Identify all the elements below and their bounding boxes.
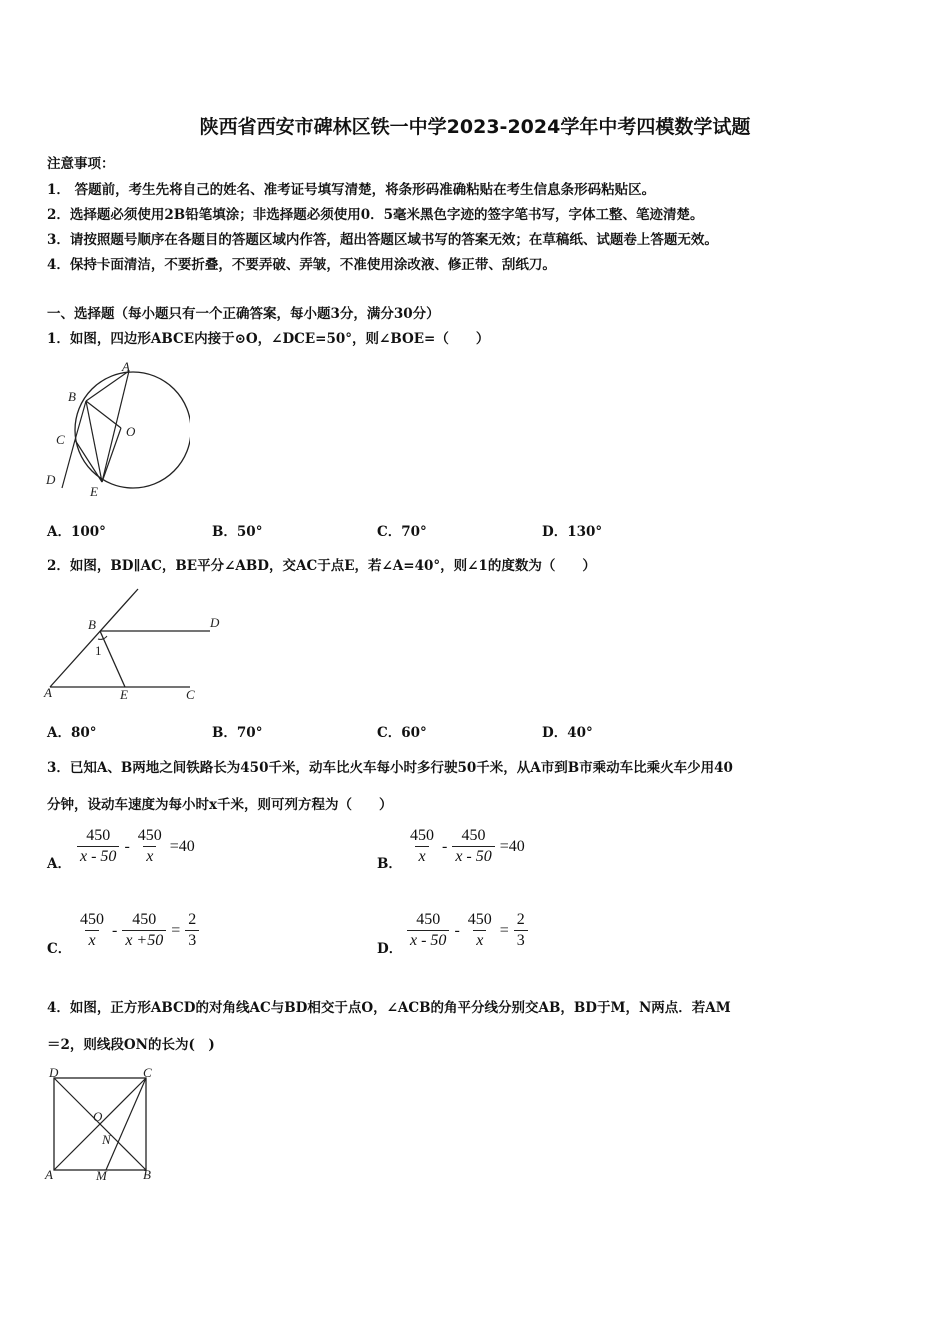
q4-label-a: A bbox=[45, 1167, 53, 1182]
question-1-text: 1．如图，四边形ABCE内接于⊙O，∠DCE=50°，则∠BOE=（ ） bbox=[47, 331, 490, 347]
minus-sign: - bbox=[442, 837, 448, 855]
rhs: =40 bbox=[169, 837, 195, 855]
page-title: 陕西省西安市碑林区铁一中学2023-2024学年中考四模数学试题 bbox=[199, 116, 751, 138]
q2-option-d[interactable]: D．40° bbox=[542, 725, 593, 741]
frac-numerator: 450 bbox=[137, 827, 162, 844]
q4-label-o: O bbox=[93, 1109, 103, 1124]
q4-label-d: D bbox=[49, 1068, 59, 1080]
q2-label-a: A bbox=[44, 685, 52, 700]
notes-heading: 注意事项： bbox=[47, 156, 115, 172]
minus-sign: - bbox=[454, 921, 460, 939]
q2-option-a[interactable]: A．80° bbox=[47, 725, 97, 741]
q1-option-b[interactable]: B．50° bbox=[212, 524, 263, 540]
frac-numerator: 450 bbox=[80, 911, 104, 928]
frac-numerator: 450 bbox=[467, 911, 492, 928]
minus-sign: - bbox=[112, 921, 118, 939]
frac-denominator: x bbox=[143, 846, 156, 867]
q1-label-d: D bbox=[46, 472, 56, 487]
frac-numerator: 450 bbox=[461, 827, 486, 844]
frac-denominator: x bbox=[85, 930, 98, 951]
q4-label-m: M bbox=[96, 1168, 107, 1183]
q1-option-c[interactable]: C．70° bbox=[377, 524, 427, 540]
question-3-line1: 3．已知A、B两地之间铁路长为450千米，动车比火车每小时多行驶50千米，从A市到B市乘动车比乘火车少用40 bbox=[47, 760, 733, 776]
equals-sign: = bbox=[499, 921, 509, 939]
q4-square-figure bbox=[40, 1068, 165, 1183]
frac-numerator: 450 bbox=[86, 827, 111, 844]
frac-denominator: x bbox=[415, 846, 428, 867]
q3-option-d-equation[interactable] bbox=[404, 910, 531, 951]
q1-label-e: E bbox=[90, 484, 98, 499]
frac-numerator: 2 bbox=[188, 911, 197, 928]
q3-option-c-label[interactable]: C． bbox=[47, 941, 72, 957]
q1-option-a[interactable]: A．100° bbox=[47, 524, 106, 540]
frac-numerator: 450 bbox=[410, 827, 434, 844]
section-heading: 一、选择题（每小题只有一个正确答案，每小题3分，满分30分） bbox=[47, 306, 440, 322]
frac-denominator: x - 50 bbox=[407, 930, 449, 951]
q2-label-c: C bbox=[186, 687, 195, 702]
frac-denominator: 3 bbox=[514, 930, 528, 951]
q4-label-b: B bbox=[143, 1167, 151, 1182]
q1-label-o: O bbox=[126, 424, 136, 439]
q1-label-a: A bbox=[122, 359, 130, 374]
question-4-line1: 4．如图，正方形ABCD的对角线AC与BD相交于点O，∠ACB的角平分线分别交AB，BD于M，N两点．若AM bbox=[47, 1000, 731, 1016]
note-item-4: 4．保持卡面清洁，不要折叠，不要弄破、弄皱，不准使用涂改液、修正带、刮纸刀。 bbox=[47, 257, 556, 273]
q2-label-d: D bbox=[210, 615, 220, 630]
frac-denominator: 3 bbox=[185, 930, 199, 951]
q2-label-1: 1 bbox=[95, 643, 102, 658]
question-3-line2: 分钟，设动车速度为每小时x千米，则可列方程为（ ） bbox=[47, 797, 393, 813]
q1-circle-figure bbox=[40, 358, 190, 503]
q3-option-b-label[interactable]: B． bbox=[377, 856, 402, 872]
q3-option-d-label[interactable]: D． bbox=[377, 941, 403, 957]
equals-sign: = bbox=[171, 921, 181, 939]
q4-label-c: C bbox=[143, 1068, 152, 1080]
q1-option-d[interactable]: D．130° bbox=[542, 524, 603, 540]
q4-label-n: N bbox=[102, 1132, 111, 1147]
rhs: =40 bbox=[499, 837, 525, 855]
q2-parallel-figure bbox=[40, 585, 235, 707]
q2-label-e: E bbox=[120, 687, 128, 702]
minus-sign: - bbox=[124, 837, 130, 855]
frac-denominator: x bbox=[473, 930, 486, 951]
frac-denominator: x - 50 bbox=[77, 846, 119, 867]
q3-option-a-label[interactable]: A． bbox=[47, 856, 71, 872]
frac-numerator: 450 bbox=[132, 911, 157, 928]
question-4-line2: ＝2，则线段ON的长为( ) bbox=[47, 1037, 215, 1053]
note-item-3: 3．请按照题号顺序在各题目的答题区域内作答，超出答题区域书写的答案无效；在草稿纸、试题卷上答题无效。 bbox=[47, 232, 718, 248]
frac-denominator: x +50 bbox=[122, 930, 166, 951]
note-item-1: 1． 答题前，考生先将自己的姓名、准考证号填写清楚，将条形码准确粘贴在考生信息条形码粘贴区。 bbox=[47, 182, 656, 198]
q3-option-b-equation[interactable] bbox=[404, 826, 527, 867]
q2-option-c[interactable]: C．60° bbox=[377, 725, 427, 741]
q2-label-b: B bbox=[88, 617, 96, 632]
q3-option-c-equation[interactable] bbox=[74, 910, 202, 951]
q1-label-b: B bbox=[68, 389, 76, 404]
q3-option-a-equation[interactable] bbox=[74, 826, 197, 867]
q2-option-b[interactable]: B．70° bbox=[212, 725, 263, 741]
note-item-2: 2．选择题必须使用2B铅笔填涂；非选择题必须使用0．5毫米黑色字迹的签字笔书写，字体工整、笔迹清楚。 bbox=[47, 207, 704, 223]
frac-numerator: 450 bbox=[416, 911, 441, 928]
q1-label-c: C bbox=[56, 432, 65, 447]
frac-numerator: 2 bbox=[516, 911, 525, 928]
question-2-text: 2．如图，BD∥AC，BE平分∠ABD，交AC于点E，若∠A=40°，则∠1的度数为（ ） bbox=[47, 558, 596, 574]
frac-denominator: x - 50 bbox=[452, 846, 494, 867]
